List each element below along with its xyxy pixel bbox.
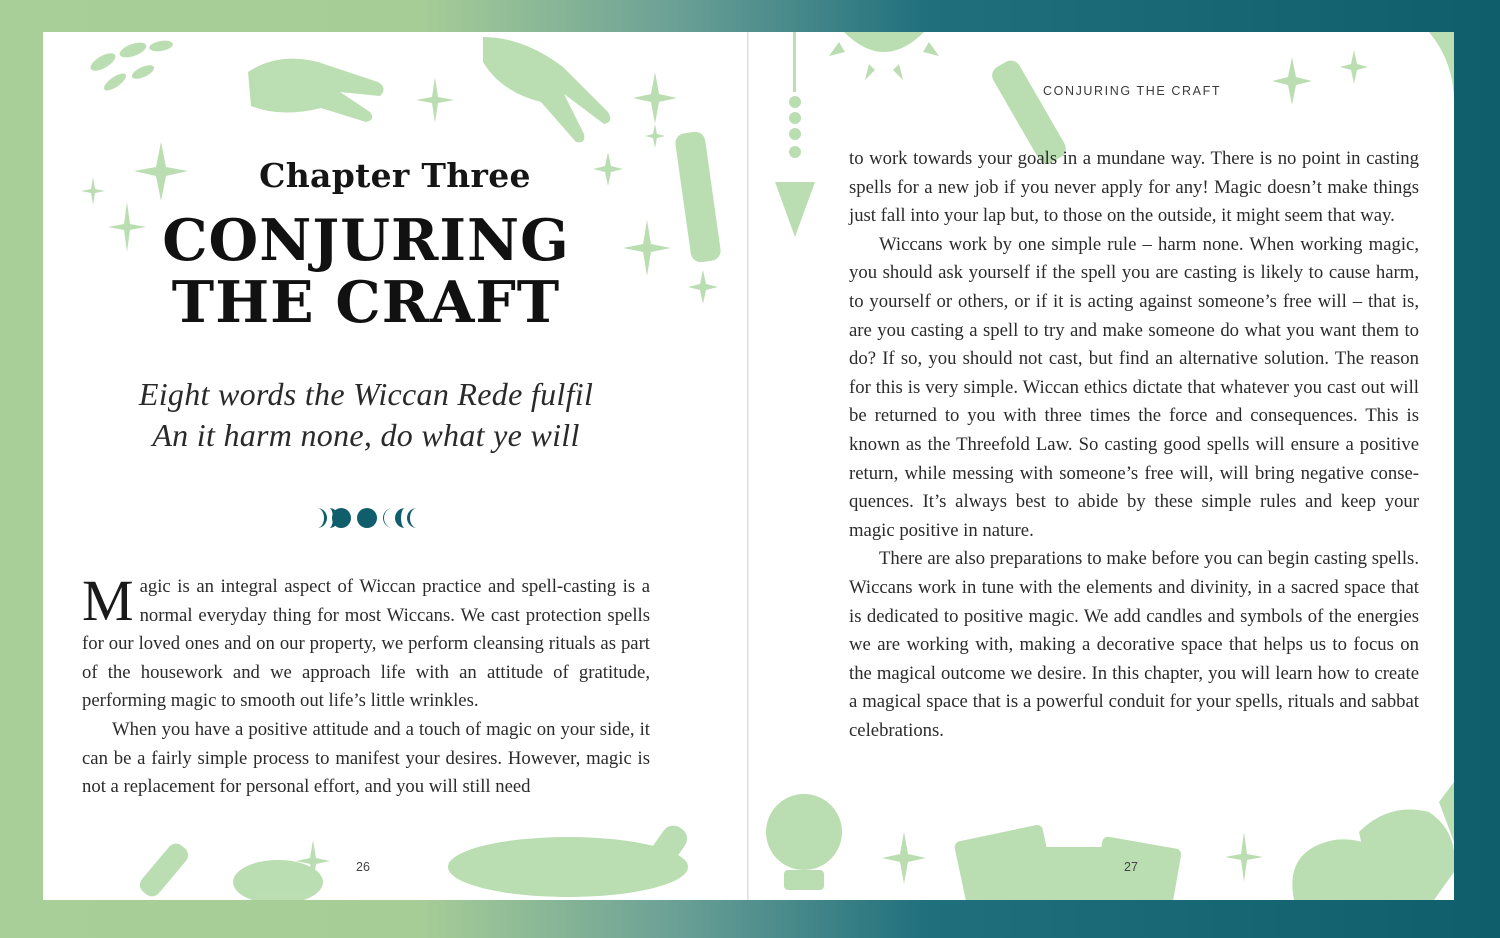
moon-phases-icon	[315, 504, 419, 532]
paragraph-text: agic is an integral aspect of Wiccan practice and spell-casting is a normal everyday thing for most Wiccans. We cast protection spells for our loved ones and on our property, we perform cleansing rituals as part of the housework and we approach life with an attitude of gratitude, performing magic to smooth out life’s little wrinkles.	[82, 576, 650, 712]
epigraph	[43, 374, 689, 456]
leaf-sprig-icon	[88, 39, 174, 94]
tarot-cards-icon	[954, 824, 1183, 900]
rune-stones-icon	[1292, 782, 1454, 900]
hand-icon	[248, 37, 610, 142]
right-body-text	[849, 145, 1419, 745]
page-number-right: 27	[1124, 860, 1138, 874]
crystal-ball-icon	[766, 794, 842, 890]
page-number-left: 26	[356, 860, 370, 874]
chapter-title	[43, 207, 689, 336]
epigraph-line-1: Eight words the Wiccan Rede fulfil	[138, 376, 594, 412]
paragraph: When you have a positive attitude and a touch of magic on your side, it can be a fairly simple process to manifest your desires. However, magic is not a replacement for personal effort, and you will still need	[82, 718, 650, 798]
right-page	[749, 32, 1454, 900]
paragraph: There are also preparations to make before you can begin casting spells. Wiccans work in tune with the elements and divinity, in a sacred space that is dedicated to positive magic. We add candles and symbols of the energies we are working with, making a decorative space that helps us to focus on the magical outcome we desire. In this chapter, you will learn how to create a magical space that is a powerful conduit for your spells, rituals and sabbat celebrations.	[849, 548, 1419, 741]
drop-cap: M	[82, 568, 134, 633]
pendulum-icon	[775, 32, 815, 237]
paragraph: Wiccans work by one simple rule – harm none. When working magic, you should ask yourself if the spell you are casting is likely to cause harm, to yourself or others, or if it is acting against someone’s free will – that is, are you casting a spell to try and make someone do what you want them to do? If so, you should not cast, but find an alternative solution. The reason for this is very simple. Wiccan ethics dictate that whatever you cast out will be returned to you with three times the force and consequences. This is known as the Threefold Law. So casting good spells will ensure a positive return, while messing with someone’s free will, will bring negative consequences. It’s always best to abide by these simple rules and keep your magic positive in nature.	[849, 233, 1419, 541]
chapter-label: Chapter Three	[259, 156, 531, 195]
chapter-title-text: CONJURING THE CRAFT	[162, 207, 570, 336]
crescent-moon-icon	[1231, 32, 1274, 84]
paragraph: to work towards your goals in a mundane way. There is no point in casting spells for a new job if you never apply for any! Magic doesn’t make things just fall into your lap but, to those on the outside, it might seem that way.	[849, 148, 1419, 227]
sun-icon	[829, 32, 939, 80]
running-head: CONJURING THE CRAFT	[1043, 84, 1222, 98]
left-page	[43, 32, 747, 900]
mortar-pestle-icon	[136, 821, 691, 900]
epigraph-line-2: An it harm none, do what ye will	[152, 417, 580, 453]
left-body-text	[82, 568, 650, 802]
paragraph	[82, 568, 650, 716]
